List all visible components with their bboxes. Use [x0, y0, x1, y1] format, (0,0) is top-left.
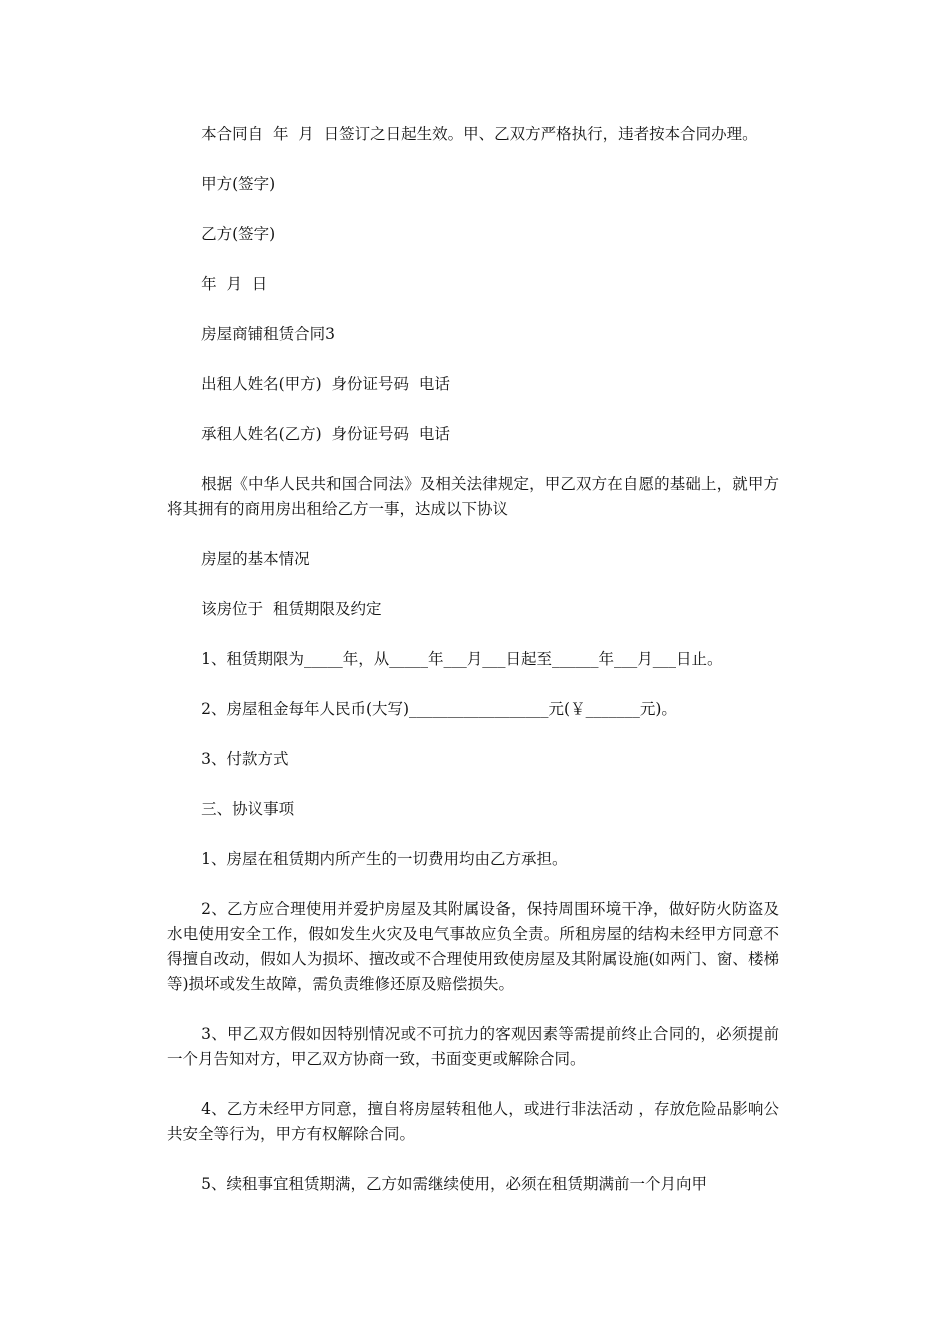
section-heading-agreement-items: 三、协议事项 — [201, 800, 295, 818]
agreement-item-2: 2、乙方应合理使用并爱护房屋及其附属设备，保持周围环境干净，做好防火防盗及水电使用安全工作，假如发生火灾及电气事故应负全责。所租房屋的结构未经甲方同意不得擅自改动，假如人为损坏、擅改或不合理使用致使房屋及其附属设施(如两门、窗、楼梯等)损坏或发生故障，需负责维修还原及赔偿损失。 — [167, 900, 779, 993]
location-and-term-line: 该房位于 租赁期限及约定 — [201, 600, 382, 618]
payment-method-clause: 3、付款方式 — [201, 750, 289, 768]
document-body — [167, 122, 779, 1222]
agreement-item-4: 4、乙方未经甲方同意，擅自将房屋转租他人，或进行非法活动 ，存放危险品影响公共安全等行为，甲方有权解除合同。 — [167, 1100, 779, 1143]
contract-title: 房屋商铺租赁合同3 — [201, 325, 335, 343]
agreement-item-1: 1、房屋在租赁期内所产生的一切费用均由乙方承担。 — [201, 850, 568, 868]
lease-term-clause: 1、租赁期限为_____年，从_____年___月___日起至______年___月___日止。 — [201, 650, 723, 668]
effective-date-clause: 本合同自 年 月 日签订之日起生效。甲、乙双方严格执行，违者按本合同办理。 — [201, 125, 758, 143]
agreement-item-3: 3、甲乙双方假如因特别情况或不可抗力的客观因素等需提前终止合同的，必须提前一个月告知对方，甲乙双方协商一致，书面变更或解除合同。 — [167, 1025, 779, 1068]
signing-date-line: 年 月 日 — [201, 275, 268, 293]
section-heading-basic-info: 房屋的基本情况 — [201, 550, 310, 568]
lessee-info-line: 承租人姓名(乙方) 身份证号码 电话 — [201, 425, 450, 443]
rent-amount-clause: 2、房屋租金每年人民币(大写)__________________元(￥_______元)。 — [201, 700, 677, 718]
lessor-info-line: 出租人姓名(甲方) 身份证号码 电话 — [201, 375, 450, 393]
preamble-paragraph: 根据《中华人民共和国合同法》及相关法律规定，甲乙双方在自愿的基础上，就甲方将其拥有的商用房出租给乙方一事，达成以下协议 — [167, 475, 779, 518]
agreement-item-5: 5、续租事宜租赁期满，乙方如需继续使用，必须在租赁期满前一个月向甲 — [201, 1175, 707, 1193]
party-b-signature-line: 乙方(签字) — [201, 225, 276, 243]
party-a-signature-line: 甲方(签字) — [201, 175, 276, 193]
